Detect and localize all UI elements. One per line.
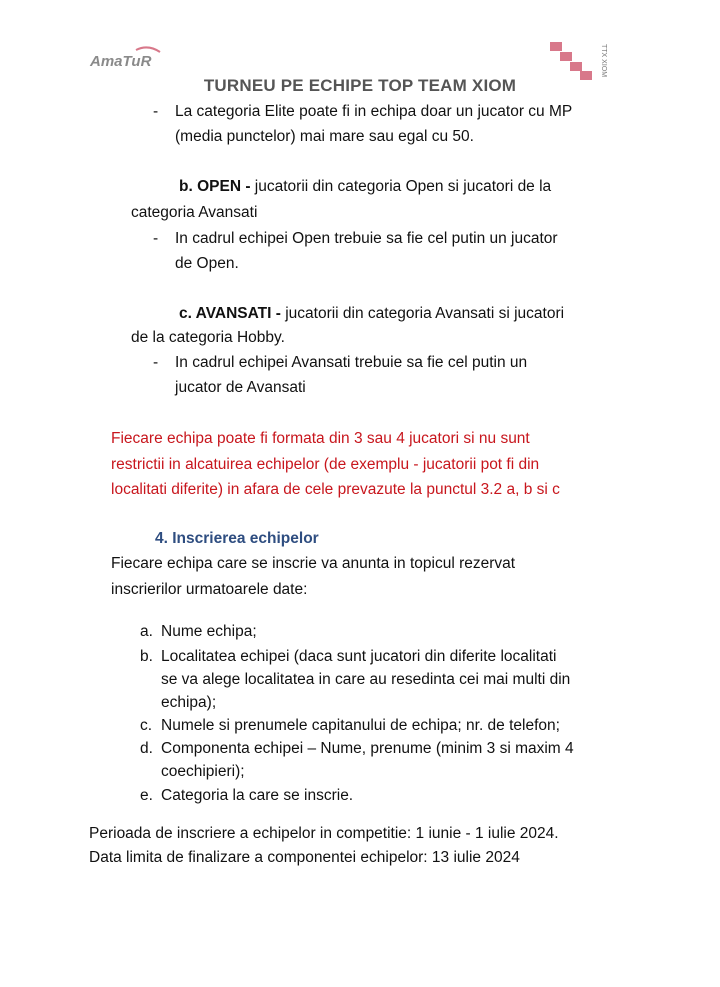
team-size-note-line-3: localitati diferite) in afara de cele prevazute la punctul 3.2 a, b si c (111, 481, 560, 498)
elite-rule-line-2: (media punctelor) mai mare sau egal cu 50. (175, 128, 474, 145)
avansati-rule-line-1: In cadrul echipei Avansati trebuie sa fie cel putin un (175, 354, 528, 371)
bullet-dash: - (153, 230, 159, 247)
open-category-line-1 (179, 177, 551, 196)
list-item-category: Categoria la care se inscrie. (161, 787, 354, 804)
open-rule-line-2: de Open. (175, 255, 239, 272)
list-item-team-name: Nume echipa; (161, 623, 257, 640)
list-item-locality-line-3: echipa); (161, 694, 217, 711)
open-category-line-2: categoria Avansati (131, 204, 258, 221)
list-marker: e. (140, 787, 153, 804)
registration-period: Perioada de inscriere a echipelor in competitie: 1 iunie - 1 iulie 2024. (89, 825, 559, 842)
avansati-rule-line-2: jucator de Avansati (175, 379, 306, 396)
section-4-heading: 4. Inscrierea echipelor (155, 530, 319, 547)
registration-intro-line-2: inscrierilor urmatoarele date: (111, 581, 308, 598)
list-marker: b. (140, 648, 153, 665)
avansati-category-line-1 (179, 304, 564, 323)
bullet-dash: - (153, 103, 159, 120)
roster-deadline: Data limita de finalizare a componentei echipelor: 13 iulie 2024 (89, 849, 520, 866)
list-item-roster-line-2: coechipieri); (161, 763, 245, 780)
ttx-xiom-logo-text: TTX XIOM (600, 44, 607, 78)
elite-rule-line-1: La categoria Elite poate fi in echipa doar un jucator cu MP (175, 103, 573, 120)
list-marker: a. (140, 623, 153, 640)
list-item-locality-line-2: se va alege localitatea in care au resedinta cei mai multi din (161, 671, 571, 688)
open-heading: b. OPEN - (179, 178, 251, 195)
list-item-captain: Numele si prenumele capitanului de echipa; nr. de telefon; (161, 717, 560, 734)
team-size-note-line-1: Fiecare echipa poate fi formata din 3 sau 4 jucatori si nu sunt (111, 430, 530, 447)
avansati-description: jucatorii din categoria Avansati si jucatori (280, 305, 565, 322)
registration-intro-line-1: Fiecare echipa care se inscrie va anunta in topicul rezervat (111, 555, 516, 572)
list-marker: c. (140, 717, 153, 734)
list-marker: d. (140, 740, 153, 757)
bullet-dash: - (153, 354, 159, 371)
open-rule-line-1: In cadrul echipei Open trebuie sa fie cel putin un jucator (175, 230, 558, 247)
open-description: jucatorii din categoria Open si jucatori de la (250, 178, 552, 195)
amatur-logo-text: AmaTuR (90, 53, 152, 70)
avansati-heading: c. AVANSATI - (179, 305, 281, 322)
list-item-roster-line-1: Componenta echipei – Nume, prenume (minim 3 si maxim 4 (161, 740, 574, 757)
team-size-note-line-2: restrictii in alcatuirea echipelor (de exemplu - jucatorii pot fi din (111, 456, 540, 473)
avansati-category-line-2: de la categoria Hobby. (131, 329, 285, 346)
list-item-locality-line-1: Localitatea echipei (daca sunt jucatori din diferite localitati (161, 648, 557, 665)
page-title: TURNEU PE ECHIPE TOP TEAM XIOM (203, 76, 517, 95)
amatur-logo (90, 44, 162, 72)
